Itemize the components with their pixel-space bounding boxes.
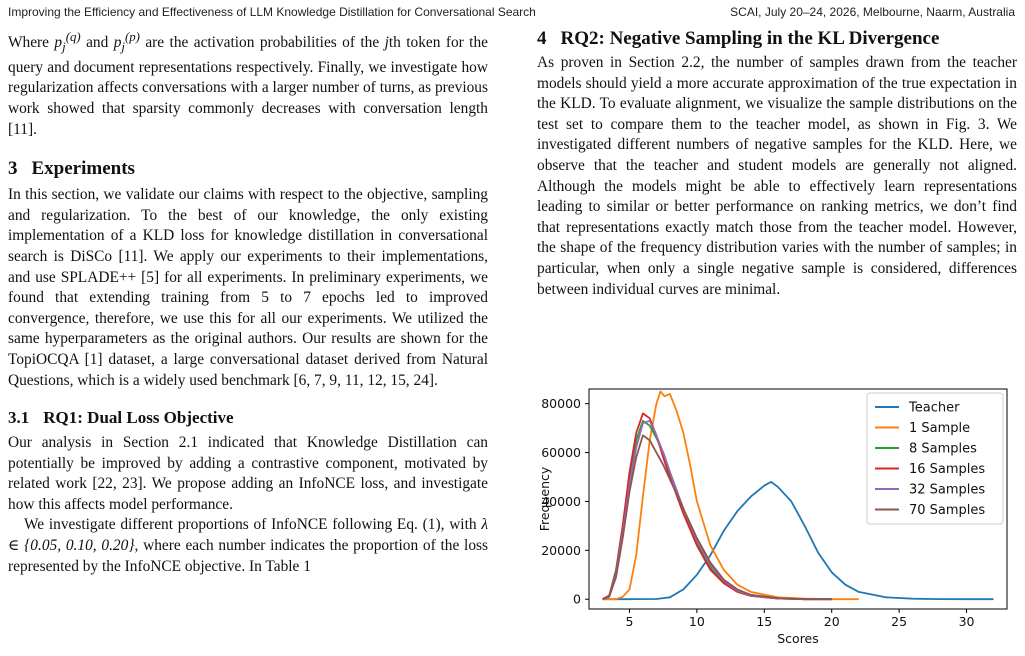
y-tick-label: 60000 <box>541 445 581 461</box>
legend-label: 32 Samples <box>909 482 986 498</box>
x-tick-label: 30 <box>958 614 975 629</box>
x-axis-label: Scores <box>777 631 819 646</box>
y-tick-label: 80000 <box>541 396 581 412</box>
paragraph-infonce-proportions: We investigate different proportions of InfoNCE following Eq. (1), with λ ∈ {0.05, 0.10, 0.20}, where each number indicates the proportion of the loss represented by the InfoNCE objective. In Table 1 <box>8 516 489 575</box>
legend-label: 1 Sample <box>909 421 971 436</box>
x-tick-label: 5 <box>625 614 634 629</box>
section-heading-rq2: 4 RQ2: Negative Sampling in the KL Divergence <box>537 28 940 49</box>
y-tick-label: 40000 <box>541 493 581 509</box>
y-tick-label: 20000 <box>541 542 581 558</box>
section-heading-experiments: 3 Experiments <box>8 158 135 180</box>
legend-label: 16 Samples <box>909 462 986 477</box>
right-column <box>537 27 1017 300</box>
subsection-heading-rq1: 3.1 RQ1: Dual Loss Objective <box>8 408 234 428</box>
x-tick-label: 15 <box>756 614 773 629</box>
running-header <box>8 5 1015 19</box>
y-axis-label: Frequency <box>537 466 552 532</box>
x-tick-label: 25 <box>891 614 908 629</box>
legend-label: Teacher <box>909 400 960 416</box>
legend-label: 70 Samples <box>909 503 986 518</box>
header-venue: SCAI, July 20–24, 2026, Melbourne, Naarm, Australia <box>730 5 1015 19</box>
header-title: Improving the Efficiency and Effectiveness of LLM Knowledge Distillation for Conversational Search <box>8 5 536 19</box>
y-tick-label: 0 <box>573 591 581 607</box>
left-column <box>8 27 488 577</box>
paragraph-dual-loss: Our analysis in Section 2.1 indicated that Knowledge Distillation can potentially be improved by adding a contrastive component, motivated by related work [22, 23]. We propose adding an InfoNCE loss, and investigate how this affects model performance. <box>8 434 488 513</box>
paragraph-negative-sampling: As proven in Section 2.2, the number of samples drawn from the teacher models should yield a more accurate approximation of the true expectation in the KLD. To evaluate alignment, we visualize the sample distributions on the test set to compare them to the teacher model, as shown in Fig. 3. We investigated different numbers of negative samples for the KLD. Here, we observe that the teacher and student models are generally not aligned. Although the models might be able to effectively learn representations leading to similar or better performance on ranking metrics, we don’t find that representations exactly match those from the teacher model. However, the shape of the frequency distribution varies with the number of samples; in particular, when only a single negative sample is considered, differences between individual curves are minimal. <box>537 54 1017 298</box>
figure-score-distribution <box>537 383 1017 651</box>
paragraph-activation-probabilities: Where $p_j^{(q)}$ and $p_j^{(p)}$ are the activation probabilities of the jth token for the query and document representations respectively. Finally, we investigate how regularization affects conversations with a larger number of turns, as previous work showed that sparsity commonly decreases with conversation length [11]. <box>8 30 488 138</box>
series-line-1-sample <box>603 391 859 599</box>
paragraph-experiments: In this section, we validate our claims with respect to the objective, sampling and regularization. To the best of our knowledge, the only existing implementation of a KLD loss for knowledge distillation in conversational search is DiSCo [11]. We apply our experiments to their implementations, and use SPLADE++ [5] for all experiments. In preliminary experiments, we found that extending training from 5 to 7 epochs led to improved convergence, therefore, we use this for all our experiments. We utilized the same hyperparameters as the original authors. Our results are shown for the TopiOCQA [1] dataset, a large conversational dataset derived from Natural Questions, which is a widely used benchmark [6, 7, 9, 11, 12, 15, 24]. <box>8 186 488 389</box>
line-chart <box>537 383 1017 651</box>
x-tick-label: 20 <box>823 614 840 629</box>
legend-label: 8 Samples <box>909 441 977 457</box>
x-tick-label: 10 <box>688 614 705 629</box>
